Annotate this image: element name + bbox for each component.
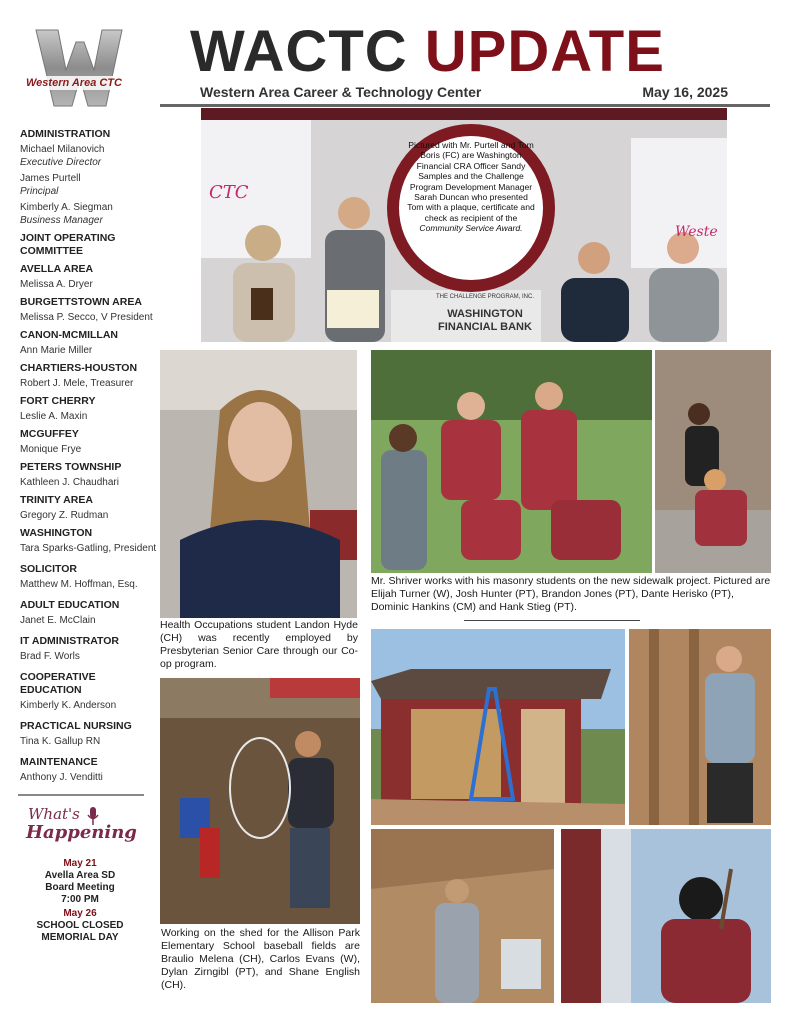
award-caption <box>407 140 535 234</box>
sidebar-directory <box>20 128 160 784</box>
photo-masonry-scene <box>371 350 652 573</box>
section-heading: PETERS TOWNSHIP <box>20 461 122 473</box>
person-name: James Purtell <box>20 173 81 184</box>
section-heading: FORT CHERRY <box>20 395 96 407</box>
photo-shed-siding <box>561 829 771 1003</box>
sign-line3: FINANCIAL BANK <box>438 321 532 333</box>
logo-w-mark <box>22 20 132 108</box>
photo-shed-work <box>160 678 360 924</box>
event-line: 7:00 PM <box>61 894 99 905</box>
photo-shed-interior-wall <box>629 629 771 825</box>
section-heading: SOLICITOR <box>20 563 77 575</box>
person-name: Tara Sparks-Gatling, President <box>20 543 157 554</box>
events-list <box>20 858 140 944</box>
issue-date: May 16, 2025 <box>642 84 728 100</box>
person-name: Michael Milanovich <box>20 144 105 155</box>
person-name: Kimberly A. Siegman <box>20 202 113 213</box>
event-line: Board Meeting <box>45 882 115 893</box>
photo-shed-exterior-scene <box>371 629 625 825</box>
person-name: Kimberly K. Anderson <box>20 700 117 711</box>
section-heading: TRINITY AREA <box>20 494 93 506</box>
photo-health-scene <box>160 350 357 618</box>
section-heading: CANON-MCMILLAN <box>20 329 118 341</box>
event-line: MEMORIAL DAY <box>41 932 119 943</box>
photo-shed-electrical <box>371 829 554 1003</box>
person-title: Principal <box>20 186 59 197</box>
photo-shed-siding-scene <box>561 829 771 1003</box>
section-heading: WASHINGTON <box>20 527 93 539</box>
whats-happening-line2: Happening <box>26 822 137 843</box>
person-name: Gregory Z. Rudman <box>20 510 109 521</box>
masthead-subline <box>160 84 770 107</box>
section-heading: MAINTENANCE <box>20 756 98 768</box>
person-name: Ann Marie Miller <box>20 345 93 356</box>
section-heading: AVELLA AREA <box>20 263 94 275</box>
person-name: Robert J. Mele, Treasurer <box>20 378 134 389</box>
masthead-title <box>190 19 665 84</box>
person-title: Executive Director <box>20 157 102 168</box>
person-name: Tina K. Gallup RN <box>20 736 101 747</box>
health-caption: Health Occupations student Landon Hyde (CH) was recently employed by Presbyterian Senior Care through our Co-op program. <box>160 619 358 670</box>
banner-left: CTC <box>209 182 249 203</box>
person-name: Anthony J. Venditti <box>20 772 103 783</box>
photo-award-presentation <box>201 108 727 342</box>
sign-line2: WASHINGTON <box>447 308 523 320</box>
person-name: Matthew M. Hoffman, Esq. <box>20 579 138 590</box>
photo-masonry-group <box>371 350 652 573</box>
event-line: Avella Area SD <box>44 870 116 881</box>
masthead-title-part1: WACTC <box>190 19 408 84</box>
person-name: Monique Frye <box>20 444 82 455</box>
section-heading: ADMINISTRATION <box>20 128 111 140</box>
photo-shed-scene <box>160 678 360 924</box>
whats-happening-logo <box>24 806 136 846</box>
photo-shed-exterior <box>371 629 625 825</box>
section-heading: BURGETTSTOWN AREA <box>20 296 142 308</box>
section-heading: CHARTIERS-HOUSTON <box>20 362 138 374</box>
photo-shed-electrical-scene <box>371 829 554 1003</box>
person-name: Melissa P. Secco, V President <box>20 312 153 323</box>
section-heading: MCGUFFEY <box>20 428 79 440</box>
section-heading: JOINT OPERATING COMMITTEE <box>20 232 116 257</box>
photo-shed-interior-wall-scene <box>629 629 771 825</box>
award-caption-text: Pictured with Mr. Purtell and Tom Boris (FC) are Washington Financial CRA Officer Sandy Samples and the Challenge Program Development Manager Sarah Duncan who presented Tom with a plaque, certificate and check as recipient of the <box>407 140 535 223</box>
photo-masonry-detail-scene <box>655 350 771 573</box>
event-line: SCHOOL CLOSED <box>36 920 124 931</box>
award-caption-award: Community Service Award. <box>419 223 523 234</box>
shed-caption: Working on the shed for the Allison Park Elementary School baseball fields are Braulio Melena (CH), Carlos Evans (W), Dylan Zirngibl (PT), and Shane English (CH). <box>161 927 360 991</box>
section-heading: COOPERATIVE EDUCATION <box>20 671 96 696</box>
photo-masonry-detail <box>655 350 771 573</box>
person-name: Janet E. McClain <box>20 615 96 626</box>
person-name: Melissa A. Dryer <box>20 279 93 290</box>
whats-happening-line1: What's <box>28 805 80 823</box>
photo-health-occupations <box>160 350 357 618</box>
section-heading: ADULT EDUCATION <box>20 599 120 611</box>
masonry-caption: Mr. Shriver works with his masonry students on the new sidewalk project. Pictured are Elijah Turner (W), Josh Hunter (PT), Brandon Jones (PT), Dante Herisko (PT), Dominic Hankins (CM) and Hank Stieg (PT). <box>371 575 771 613</box>
microphone-icon <box>86 806 100 826</box>
person-title: Business Manager <box>20 215 103 226</box>
person-name: Brad F. Worls <box>20 651 80 662</box>
person-name: Leslie A. Maxin <box>20 411 88 422</box>
caption-rule <box>464 620 640 621</box>
section-heading: PRACTICAL NURSING <box>20 720 132 732</box>
section-heading: IT ADMINISTRATOR <box>20 635 119 647</box>
logo-name: Western Area CTC <box>24 76 138 90</box>
masthead-title-part2: UPDATE <box>424 19 665 84</box>
person-name: Kathleen J. Chaudhari <box>20 477 119 488</box>
masthead-subtitle: Western Area Career & Technology Center <box>200 84 482 100</box>
event-date: May 26 <box>63 908 97 919</box>
logo <box>22 20 132 108</box>
sidebar-divider <box>18 794 144 796</box>
sign-line1: THE CHALLENGE PROGRAM, INC. <box>435 294 534 300</box>
event-date: May 21 <box>63 858 97 869</box>
banner-right: Weste <box>675 224 718 240</box>
